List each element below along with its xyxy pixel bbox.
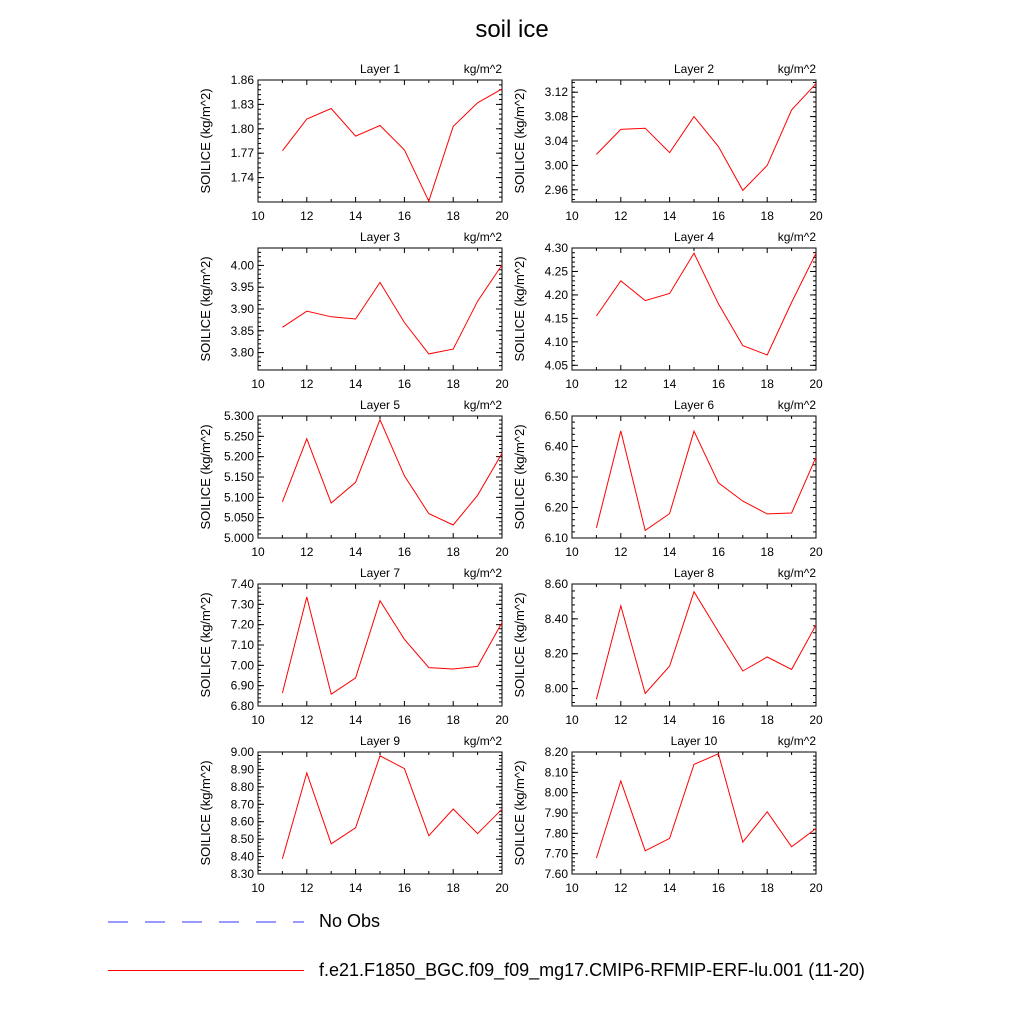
y-tick-label: 6.50 — [544, 409, 568, 423]
y-tick-label: 3.95 — [230, 280, 254, 295]
y-tick-label: 7.00 — [230, 658, 254, 673]
panel-units: kg/m^2 — [463, 398, 502, 412]
x-tick-label: 14 — [662, 209, 677, 223]
series-line — [282, 89, 502, 201]
y-tick-label: 8.20 — [544, 646, 568, 661]
y-tick-label: 5.250 — [223, 429, 254, 444]
x-tick-label: 12 — [300, 881, 314, 895]
x-tick-label: 12 — [614, 209, 628, 223]
y-tick-label: 3.04 — [544, 134, 568, 148]
legend-label-obs: No Obs — [319, 911, 381, 931]
y-tick-label: 8.10 — [544, 765, 568, 780]
y-axis-label: SOILICE (kg/m^2) — [198, 592, 213, 698]
x-tick-label: 20 — [809, 713, 823, 727]
y-axis-label: SOILICE (kg/m^2) — [198, 256, 213, 362]
series-line — [282, 597, 502, 694]
y-axis-label: SOILICE (kg/m^2) — [512, 424, 527, 530]
panel-units: kg/m^2 — [463, 566, 502, 580]
panel-units: kg/m^2 — [777, 62, 816, 76]
y-tick-label: 8.00 — [544, 785, 568, 800]
y-tick-label: 5.150 — [223, 470, 254, 484]
y-tick-label: 6.20 — [544, 500, 568, 515]
y-tick-label: 8.20 — [544, 745, 568, 759]
y-tick-label: 4.05 — [544, 358, 568, 373]
x-tick-label: 18 — [760, 209, 774, 223]
x-tick-label: 12 — [614, 713, 628, 727]
panel-units: kg/m^2 — [463, 734, 502, 748]
x-tick-label: 20 — [495, 377, 509, 391]
x-tick-label: 20 — [809, 545, 823, 559]
series-line — [596, 754, 816, 858]
x-tick-label: 10 — [565, 209, 579, 223]
panel-title: Layer 2 — [673, 62, 715, 76]
x-tick-label: 18 — [446, 713, 460, 727]
x-tick-label: 12 — [614, 545, 628, 559]
panel-units: kg/m^2 — [777, 566, 816, 580]
x-tick-label: 16 — [711, 209, 726, 223]
x-tick-label: 18 — [446, 881, 460, 895]
y-tick-label: 5.100 — [223, 490, 254, 505]
y-tick-label: 7.10 — [230, 638, 254, 652]
chart-panel-8 — [512, 566, 823, 727]
y-tick-label: 5.050 — [223, 510, 254, 525]
x-tick-label: 16 — [397, 377, 412, 391]
y-tick-label: 8.60 — [544, 577, 568, 591]
y-tick-label: 4.15 — [544, 311, 568, 326]
y-tick-label: 7.20 — [230, 617, 254, 632]
chart-panel-10 — [512, 734, 823, 895]
y-tick-label: 8.40 — [230, 849, 254, 864]
x-tick-label: 16 — [711, 377, 726, 391]
y-axis-label: SOILICE (kg/m^2) — [512, 256, 527, 362]
y-tick-label: 6.80 — [230, 699, 254, 713]
x-tick-label: 10 — [251, 713, 265, 727]
series-line — [596, 84, 816, 191]
legend-swatch-dashed — [108, 921, 304, 923]
y-axis-label: SOILICE (kg/m^2) — [198, 760, 213, 866]
plot-frame — [572, 80, 816, 202]
x-tick-label: 20 — [809, 881, 823, 895]
y-tick-label: 8.90 — [230, 762, 254, 777]
series-line — [282, 265, 502, 354]
x-tick-label: 14 — [662, 713, 677, 727]
y-axis-label: SOILICE (kg/m^2) — [512, 88, 527, 194]
y-tick-label: 3.90 — [230, 302, 254, 316]
series-line — [282, 756, 502, 859]
x-tick-label: 14 — [348, 881, 363, 895]
x-tick-label: 16 — [711, 881, 726, 895]
y-tick-label: 1.80 — [230, 121, 254, 136]
y-tick-label: 1.74 — [230, 170, 254, 185]
x-tick-label: 10 — [565, 713, 579, 727]
x-tick-label: 16 — [711, 713, 726, 727]
y-tick-label: 8.70 — [230, 797, 254, 812]
x-tick-label: 20 — [495, 545, 509, 559]
x-tick-label: 18 — [446, 545, 460, 559]
series-line — [282, 420, 502, 525]
chart-panel-6 — [512, 398, 823, 559]
y-axis-label: SOILICE (kg/m^2) — [198, 88, 213, 194]
y-tick-label: 7.80 — [544, 826, 568, 841]
x-tick-label: 12 — [614, 377, 628, 391]
panel-title: Layer 9 — [359, 734, 401, 748]
panel-title: Layer 1 — [359, 62, 401, 76]
y-axis-label: SOILICE (kg/m^2) — [512, 760, 527, 866]
chart-panel-5 — [198, 398, 509, 559]
y-axis-label: SOILICE (kg/m^2) — [512, 592, 527, 698]
panel-units: kg/m^2 — [463, 230, 502, 244]
y-tick-label: 6.90 — [230, 678, 254, 693]
panel-units: kg/m^2 — [777, 398, 816, 412]
y-tick-label: 4.30 — [544, 241, 568, 255]
x-tick-label: 12 — [300, 377, 314, 391]
y-tick-label: 5.200 — [223, 449, 254, 464]
x-tick-label: 18 — [760, 713, 774, 727]
y-tick-label: 6.40 — [544, 439, 568, 454]
y-tick-label: 3.80 — [230, 345, 254, 360]
plot-frame — [572, 584, 816, 706]
y-tick-label: 7.90 — [544, 806, 568, 820]
x-tick-label: 18 — [446, 209, 460, 223]
x-tick-label: 10 — [251, 377, 265, 391]
y-tick-label: 2.96 — [544, 182, 568, 197]
panel-title: Layer 5 — [359, 398, 401, 412]
plot-frame — [572, 416, 816, 538]
x-tick-label: 10 — [251, 209, 265, 223]
x-tick-label: 18 — [446, 377, 460, 391]
y-tick-label: 1.83 — [230, 97, 254, 112]
x-tick-label: 18 — [760, 545, 774, 559]
chart-panel-4 — [512, 230, 823, 391]
x-tick-label: 16 — [397, 713, 412, 727]
panel-units: kg/m^2 — [777, 734, 816, 748]
x-tick-label: 10 — [565, 377, 579, 391]
y-tick-label: 4.00 — [230, 258, 254, 273]
x-tick-label: 14 — [348, 713, 363, 727]
x-tick-label: 12 — [300, 713, 314, 727]
plot-frame — [258, 752, 502, 874]
x-tick-label: 14 — [662, 881, 677, 895]
series-line — [596, 592, 816, 700]
y-tick-label: 7.30 — [230, 597, 254, 612]
y-tick-label: 5.300 — [223, 409, 254, 423]
x-tick-label: 10 — [251, 545, 265, 559]
panel-units: kg/m^2 — [777, 230, 816, 244]
x-tick-label: 16 — [397, 209, 412, 223]
panel-title: Layer 6 — [673, 398, 715, 412]
x-tick-label: 14 — [348, 209, 363, 223]
y-tick-label: 9.00 — [230, 745, 254, 759]
y-tick-label: 8.80 — [230, 779, 254, 794]
x-tick-label: 18 — [760, 377, 774, 391]
y-tick-label: 8.50 — [230, 832, 254, 847]
x-tick-label: 14 — [348, 377, 363, 391]
y-tick-label: 8.00 — [544, 681, 568, 696]
y-tick-label: 7.70 — [544, 846, 568, 861]
legend-label-model: f.e21.F1850_BGC.f09_f09_mg17.CMIP6-RFMIP-ERF-lu.001 (11-20) — [319, 960, 865, 980]
plot-frame — [258, 248, 502, 370]
chart-panel-7 — [198, 566, 509, 727]
x-tick-label: 20 — [495, 713, 509, 727]
x-tick-label: 10 — [251, 881, 265, 895]
x-tick-label: 16 — [397, 881, 412, 895]
y-tick-label: 8.30 — [230, 867, 254, 881]
panel-title: Layer 3 — [359, 230, 401, 244]
x-tick-label: 14 — [662, 545, 677, 559]
panel-units: kg/m^2 — [463, 62, 502, 76]
y-tick-label: 3.08 — [544, 109, 568, 124]
series-line — [596, 253, 816, 355]
y-tick-label: 4.25 — [544, 264, 568, 279]
y-tick-label: 8.60 — [230, 814, 254, 829]
y-tick-label: 5.000 — [223, 531, 254, 545]
x-tick-label: 18 — [760, 881, 774, 895]
x-tick-label: 20 — [495, 209, 509, 223]
chart-panel-1 — [198, 62, 509, 223]
x-tick-label: 16 — [397, 545, 412, 559]
series-line — [596, 431, 816, 531]
legend-swatch-solid — [108, 970, 304, 971]
x-tick-label: 10 — [565, 545, 579, 559]
y-tick-label: 8.40 — [544, 611, 568, 626]
y-tick-label: 3.12 — [544, 85, 568, 100]
page-title: soil ice — [475, 16, 549, 43]
x-tick-label: 14 — [662, 377, 677, 391]
x-tick-label: 20 — [809, 377, 823, 391]
panel-title: Layer 8 — [673, 566, 715, 580]
x-tick-label: 12 — [614, 881, 628, 895]
y-tick-label: 1.77 — [230, 146, 254, 161]
plot-frame — [572, 248, 816, 370]
plot-frame — [258, 416, 502, 538]
y-tick-label: 6.10 — [544, 531, 568, 545]
y-axis-label: SOILICE (kg/m^2) — [198, 424, 213, 530]
y-tick-label: 4.10 — [544, 334, 568, 349]
panel-title: Layer 10 — [670, 734, 718, 748]
y-tick-label: 7.40 — [230, 577, 254, 591]
plot-frame — [258, 80, 502, 202]
plot-frame — [572, 752, 816, 874]
x-tick-label: 10 — [565, 881, 579, 895]
x-tick-label: 12 — [300, 545, 314, 559]
y-tick-label: 3.85 — [230, 323, 254, 338]
panel-title: Layer 4 — [673, 230, 715, 244]
y-tick-label: 4.20 — [544, 287, 568, 302]
x-tick-label: 14 — [348, 545, 363, 559]
y-tick-label: 1.86 — [230, 73, 254, 87]
panel-title: Layer 7 — [359, 566, 401, 580]
x-tick-label: 12 — [300, 209, 314, 223]
chart-panel-9 — [198, 734, 509, 895]
chart-panel-2 — [512, 62, 823, 223]
x-tick-label: 20 — [495, 881, 509, 895]
chart-panel-3 — [198, 230, 509, 391]
x-tick-label: 20 — [809, 209, 823, 223]
x-tick-label: 16 — [711, 545, 726, 559]
y-tick-label: 6.30 — [544, 470, 568, 484]
y-tick-label: 3.00 — [544, 158, 568, 173]
y-tick-label: 7.60 — [544, 867, 568, 881]
